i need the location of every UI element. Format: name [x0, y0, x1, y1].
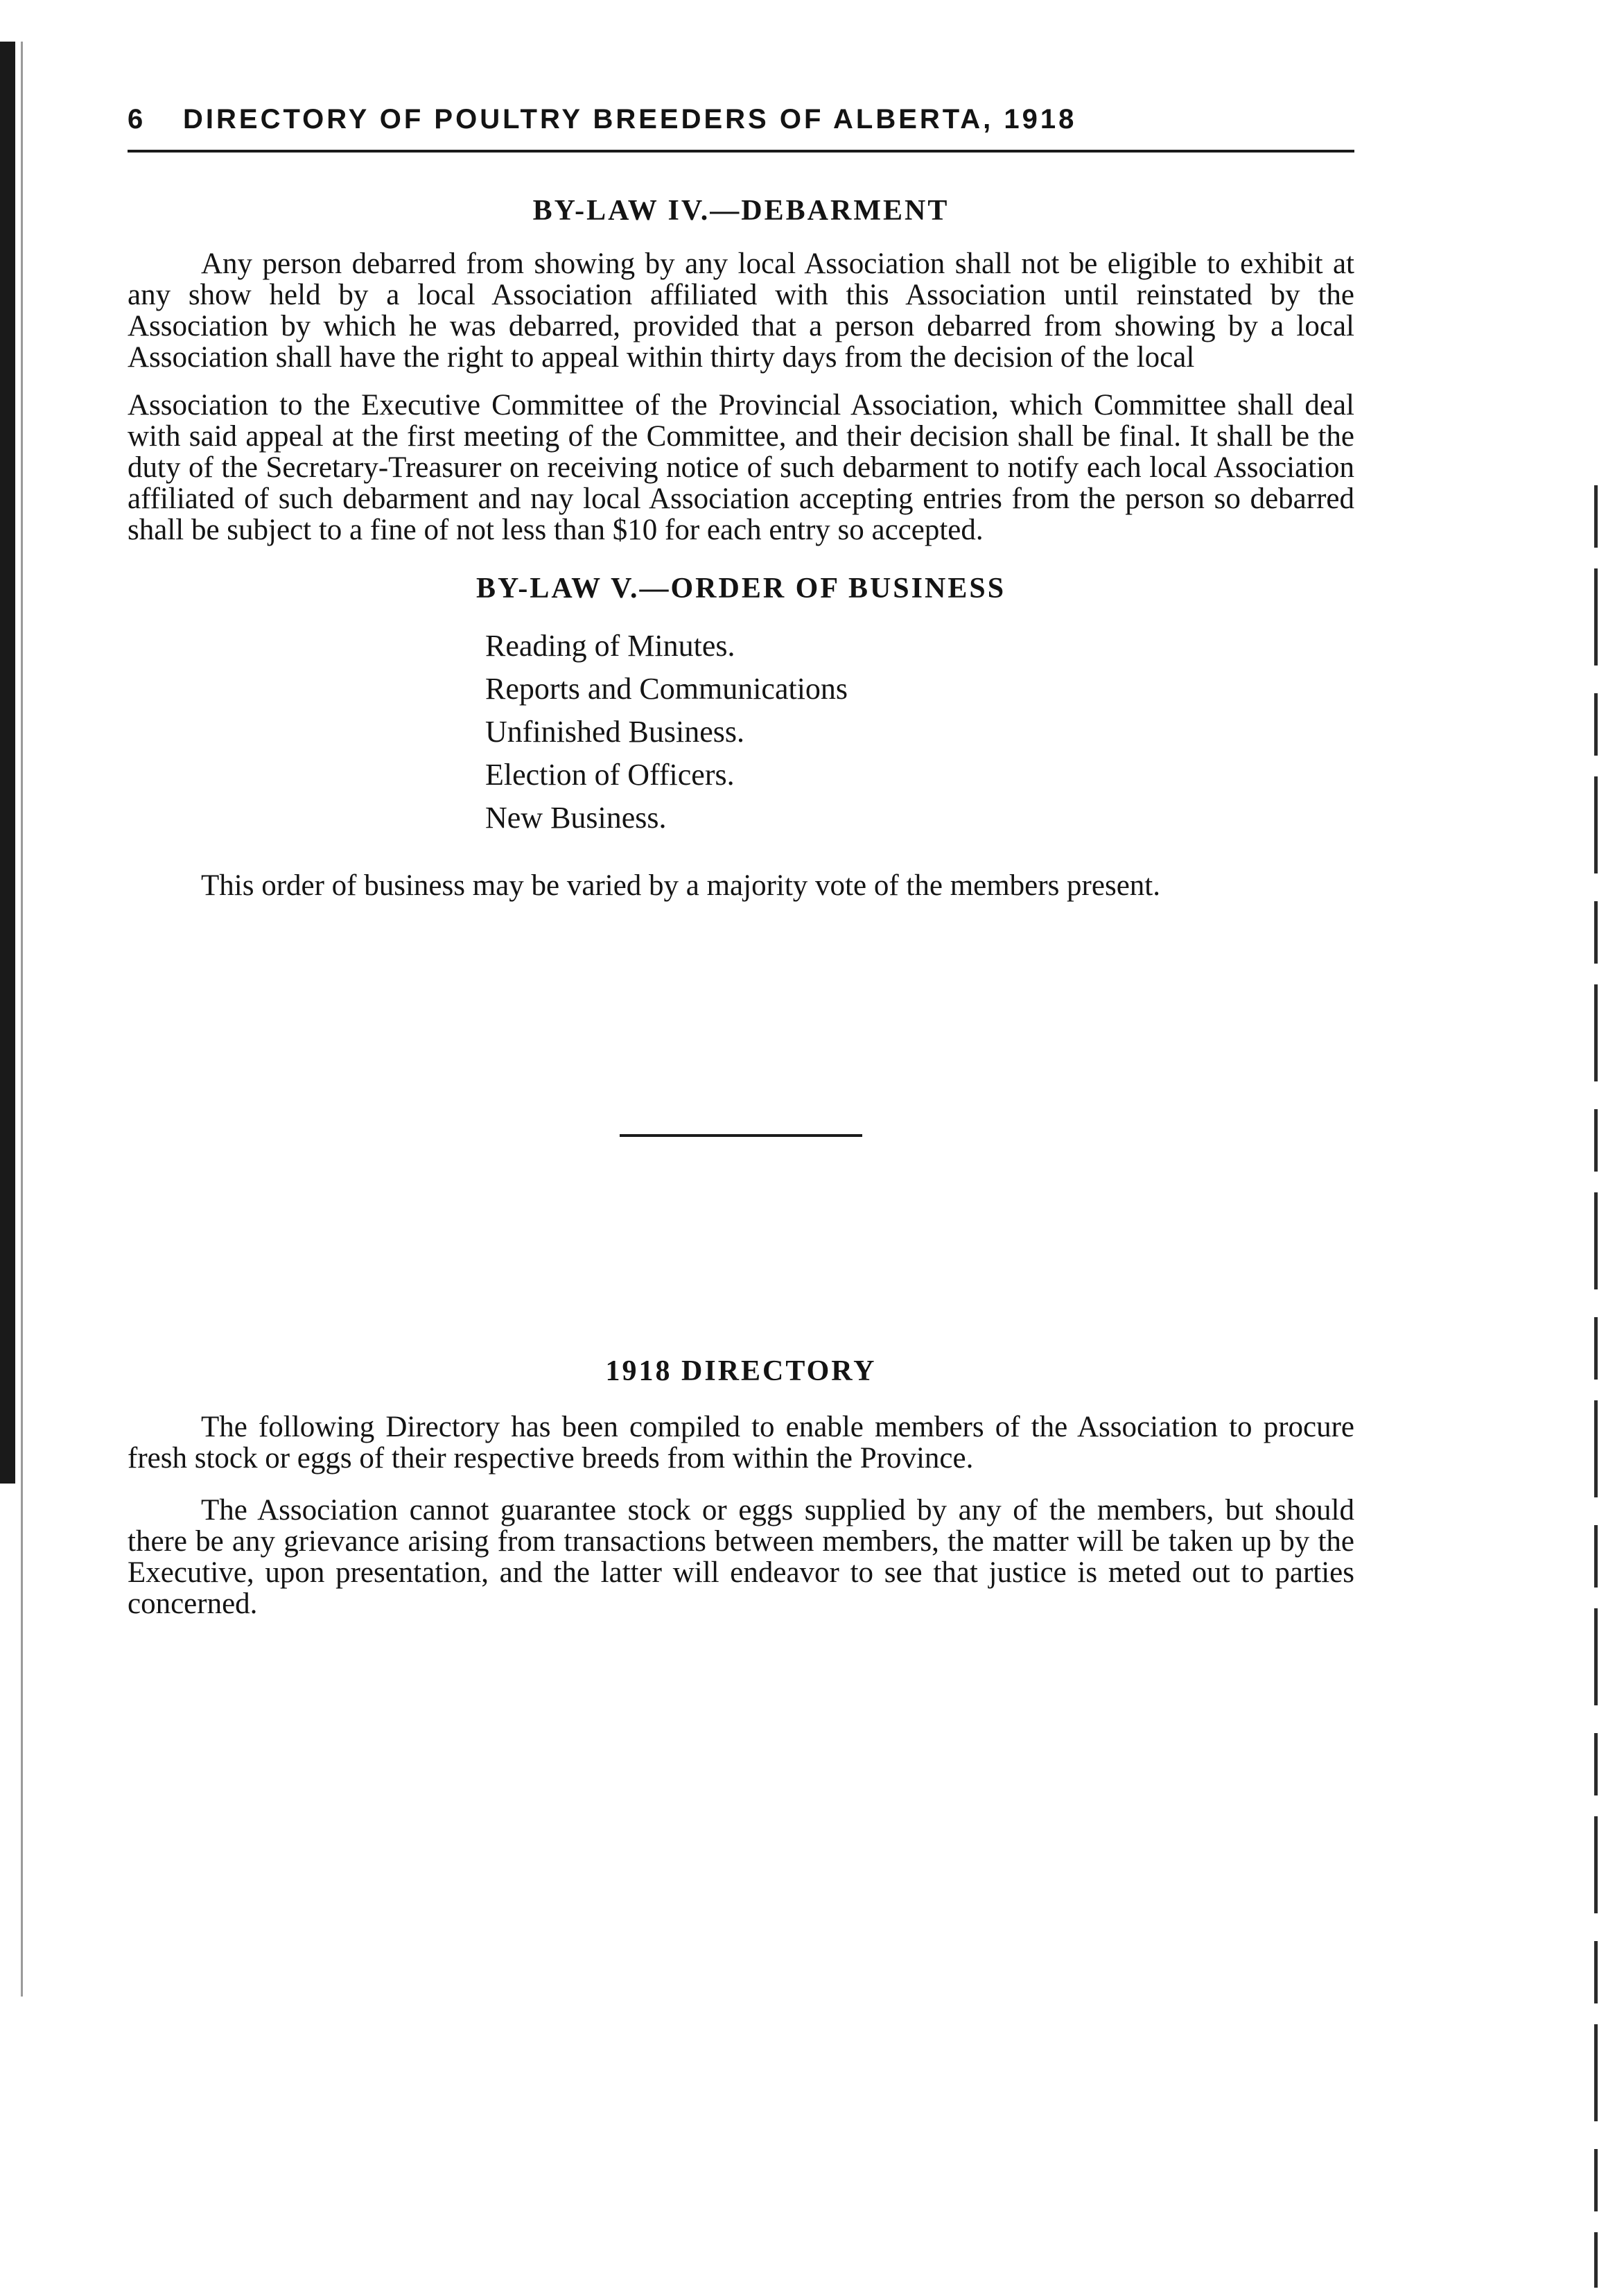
directory-paragraph-2: The Association cannot guarantee stock or eggs supplied by any of the members, but should there be any grievance arising from transactions between members, the matter will be taken up by the Executive, upon presentation, and the latter will endeavor to see that justice is meted out to parties concerned.: [128, 1494, 1354, 1620]
order-item: Unfinished Business.: [485, 715, 744, 749]
bylaw-iv-paragraph-2: Association to the Executive Committee of the Provincial Association, which Committee shall deal with said appeal at the first meeting of the Committee, and their decision shall be final. It shall be the duty of the Secretary-Treasurer on receiving notice of such debarment to notify each local Association affiliated of such debarment and nay local Association accepting entries from the person so debarred shall be subject to a fine of not less than $10 for each entry so accepted.: [128, 389, 1354, 546]
order-item: Election of Officers.: [485, 758, 735, 792]
scan-right-edge: [1594, 485, 1598, 2288]
order-item: Reading of Minutes.: [485, 629, 735, 663]
running-head: [128, 104, 1354, 153]
directory-paragraph-1: The following Directory has been compiled to enable members of the Association to procure fresh stock or eggs of their respective breeds from within the Province.: [128, 1411, 1354, 1475]
scan-binding-edge: [0, 42, 15, 1484]
page-number: 6: [128, 104, 143, 134]
directory-heading: 1918 DIRECTORY: [605, 1355, 877, 1387]
bylaw-v-note: This order of business may be varied by a majority vote of the members present.: [201, 869, 1160, 902]
bylaw-v-heading: BY-LAW V.—ORDER OF BUSINESS: [475, 573, 1006, 605]
order-item: Reports and Communications: [485, 672, 848, 706]
section-divider-rule: [620, 1134, 862, 1137]
running-head-title: DIRECTORY OF POULTRY BREEDERS OF ALBERTA, 1918: [183, 104, 1077, 134]
document-page: [128, 104, 1354, 1619]
bylaw-iv-heading: BY-LAW IV.—DEBARMENT: [532, 195, 950, 227]
bylaw-iv-paragraph-1: Any person debarred from showing by any local Association shall not be eligible to exhibit at any show held by a local Association affiliated with this Association until reinstated by the Association by which he was debarred, provided that a person debarred from showing by a local Association shall have the right to appeal within thirty days from the decision of the local: [128, 247, 1354, 374]
scan-page-edge-line: [21, 42, 23, 1997]
order-of-business-list: [485, 625, 1354, 840]
order-item: New Business.: [485, 801, 667, 835]
